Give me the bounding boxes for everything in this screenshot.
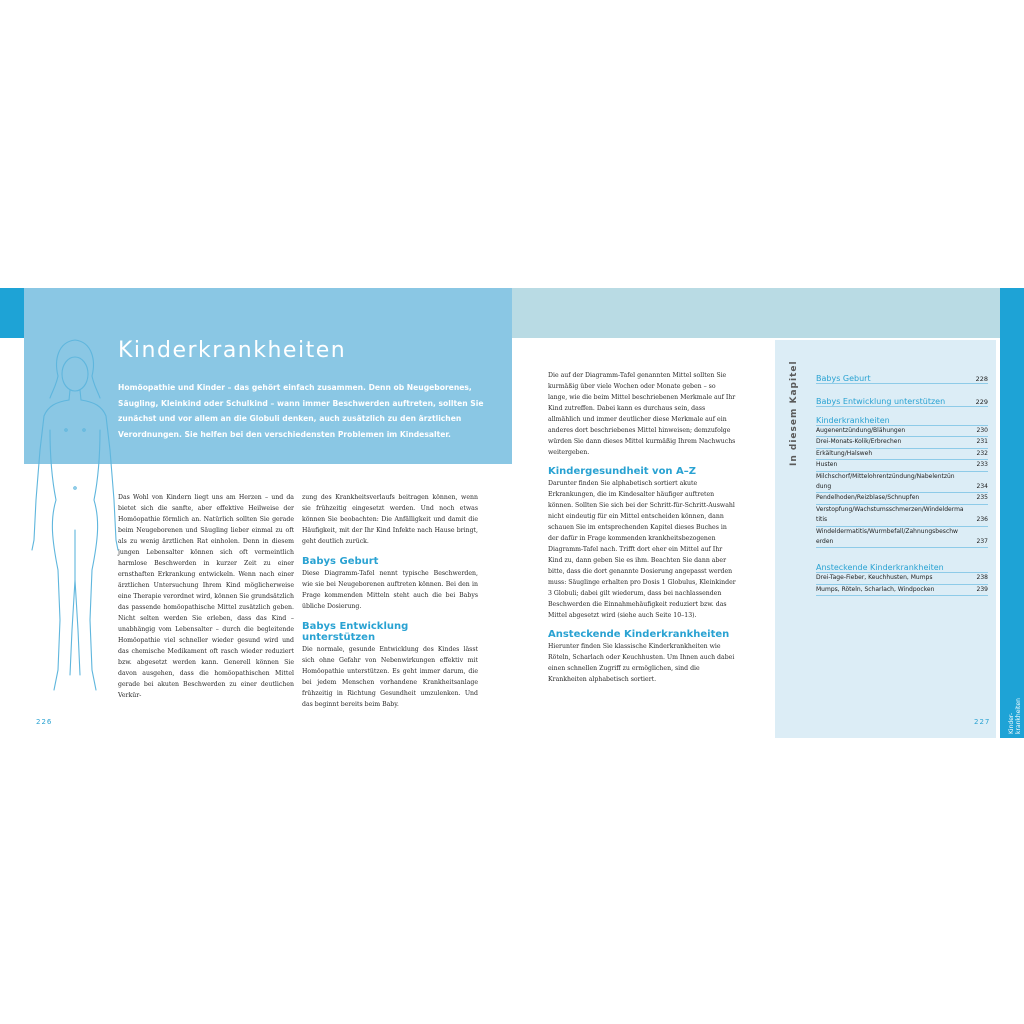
toc-item[interactable] (816, 573, 988, 584)
intro-body-text: Das Wohl von Kindern liegt uns am Herzen – und da bietet sich die sanfte, aber effektive Heilweise der Homöopathie förmlich an. Natürlich sollten Sie gerade beim Neugeborenen und Säugling lieber einmal zu oft als zu wenig ärztlichen Rat einholen. Denn in diesem jungen Lebensalter können sich oft vermeintlich harmlose Beschwerden in kurzer Zeit zu einer ernsthaften Erkrankung entwickeln. Wenn nach einer ärztlichen Untersuchung Ihrem Kind möglicherweise eine Therapie verordnet wird, können Sie grundsätzlich das passende homöopathische Mittel zusätzlich geben. Nicht selten werden Sie erleben, dass das Kind – unabhängig vom Lebensalter – durch die begleitende Homöopathie viel schneller wieder gesund wird und das chemische Medikament oft rasch wieder reduziert bzw. abgesetzt werden kann. Generell können Sie davon ausgehen, dass die homöopathischen Mittel gerade bei akuten Beschwerden zu einer deutlichen Verkür- (118, 494, 295, 699)
toc-item[interactable] (816, 449, 988, 460)
toc-item-label: Windeldermatitis/Wurmbefall/Zahnungsbeschwerden (816, 527, 958, 545)
toc-item[interactable] (816, 426, 988, 437)
toc-vertical-label: In diesem Kapitel (789, 360, 799, 466)
toc-item-page: 228 (975, 375, 988, 383)
toc-item-label: Pendelhoden/Reizblase/Schnupfen (816, 494, 920, 502)
toc-item-babys-entwicklung[interactable] (816, 388, 988, 407)
page-number-right: 227 (974, 718, 991, 726)
toc-item-page: 231 (976, 438, 988, 446)
right-accent-stripe (1000, 288, 1024, 738)
toc-item[interactable] (816, 472, 988, 494)
heading-ansteckende: Ansteckende Kinderkrankheiten (548, 629, 730, 640)
kindergesundheit-text: Darunter finden Sie alphabetisch sortiert akute Erkrankungen, die im Kindesalter häufiger auftreten können. Sollten Sie sich bei der Schritt-für-Schritt-Auswahl nicht eindeutig für ein Mittel entscheiden können, dann schauen Sie im entsprechenden Kapitel dieses Buches in der dafür in Frage kommenden krankheitsbezogenen Diagramm-Tafel nach. Trifft dort eher ein Mittel auf Ihr Kind zu, dann geben Sie es ihm. Beachten Sie dann aber bitte, dass die dort genannte Dosierung angepasst werden muss: Säuglinge erhalten pro Dosis 1 Globulus, Kleinkinder 3 Globuli; dabei gilt wiederum, dass bei nachlassenden Beschwerden die Einnahmehäufigkeit reduziert bzw. das Mittel abgesetzt wird (siehe auch Seite 10–13). (548, 480, 736, 619)
chapter-title: Kinderkrankheiten (118, 338, 347, 363)
toc-item-page: 229 (975, 398, 988, 406)
toc-item[interactable] (816, 527, 988, 549)
right-intro-text: Die auf der Diagramm-Tafel genannten Mittel sollten Sie kurmäßig über viele Wochen oder Monate geben – so lange, wie die beim Mittel beschriebenen Merkmale auf Ihr Kind zutreffen. Dabei kann es durchaus sein, dass allmählich und immer deutlicher diese Merkmale auf ein anderes dort beschriebenes Mittel hinweisen; demzufolge würden Sie dann dieses Mittel kurmäßig Ihrem Nachwuchs weitergeben. (548, 372, 736, 456)
toc-item[interactable] (816, 505, 988, 527)
toc-item-label: Augenentzündung/Blähungen (816, 427, 906, 434)
toc-item-page: 237 (976, 537, 988, 545)
toc-item-page: 238 (976, 574, 988, 582)
toc-item[interactable] (816, 493, 988, 504)
side-tab-label: Kinder- krankheiten (1008, 698, 1022, 734)
toc-item[interactable] (816, 585, 988, 596)
toc-section-ansteckende: Ansteckende Kinderkrankheiten (816, 560, 988, 573)
continued-body-text: zung des Krankheitsverlaufs beitragen können, wenn sie frühzeitig eingesetzt werden. Und noch etwas können Sie beobachten: Die Anfälligkeit und damit die Häufigkeit, mit der Ihr Kind Infekte nach Hause bringt, geht deutlich zurück. (302, 494, 478, 545)
right-column-1 (548, 370, 736, 685)
toc-item-page: 232 (976, 449, 988, 457)
ansteckende-text: Hierunter finden Sie klassische Kinderkrankheiten wie Röteln, Scharlach oder Keuchhusten. Um Ihnen auch dabei einen schnellen Zugriff zu ermöglichen, sind die Krankheiten alphabetisch sortiert. (548, 643, 735, 683)
toc-item-page: 233 (976, 461, 988, 469)
heading-babys-entwicklung: Babys Entwicklung unterstützen (302, 621, 409, 643)
toc-list (816, 369, 988, 596)
left-column-1 (118, 492, 294, 701)
toc-item-label: Drei-Monats-Kolik/Erbrechen (816, 438, 902, 446)
heading-kindergesundheit: Kindergesundheit von A–Z (548, 466, 697, 477)
child-figure-illustration (20, 330, 130, 710)
toc-item-page: 236 (976, 516, 988, 524)
toc-item-page: 239 (976, 585, 988, 593)
toc-item-label: Mumps, Röteln, Scharlach, Windpocken (816, 585, 935, 593)
babys-entwicklung-text: Die normale, gesunde Entwicklung des Kindes lässt sich ohne Gefahr von Nebenwirkungen effektiv mit Homöopathie unterstützen. Es geht immer darum, die bei jedem Menschen vorhandene Krankheitsanlage frühzeitig in Richtung Gesundheit umzulenken. Und das beginnt bereits beim Baby. (302, 646, 478, 708)
right-header-band (512, 288, 1000, 338)
toc-item[interactable] (816, 437, 988, 448)
page-number-left: 226 (36, 718, 53, 726)
babys-geburt-text: Diese Diagramm-Tafel nennt typische Beschwerden, wie sie bei Neugeborenen auftreten können. Bei den in Frage kommenden Mitteln steht auch die bei Babys übliche Dosierung. (302, 570, 478, 610)
toc-item-babys-geburt[interactable] (816, 369, 988, 384)
toc-item-label: Babys Geburt (816, 374, 871, 383)
toc-item[interactable] (816, 460, 988, 471)
toc-item-label: Verstopfung/Wachstumsschmerzen/Windeldermatitis (816, 505, 964, 524)
left-column-2 (302, 492, 478, 710)
toc-item-label: Drei-Tage-Fieber, Keuchhusten, Mumps (816, 574, 933, 582)
toc-item-page: 234 (976, 482, 988, 490)
heading-babys-geburt: Babys Geburt (302, 556, 379, 567)
toc-item-label: Milchschorf/Mittelohrentzündung/Nabelentzündung (816, 472, 955, 490)
chapter-intro: Homöopathie und Kinder – das gehört einfach zusammen. Denn ob Neugeborenes, Säugling, Kleinkind oder Schulkind – wann immer Beschwerden auftreten, sollten Sie zunächst und vor allem an die Globuli denken, auch zusätzlich zu den ärztlichen Verordnungen. Sie helfen bei den verschiedensten Problemen im Kindesalter. (118, 383, 484, 439)
toc-item-label: Babys Entwicklung unterstützen (816, 397, 946, 406)
toc-item-label: Husten (816, 461, 838, 469)
toc-section-kinderkrankheiten: Kinderkrankheiten (816, 413, 988, 426)
toc-item-page: 235 (976, 494, 988, 502)
toc-item-label: Erkältung/Halsweh (816, 449, 873, 457)
toc-item-page: 230 (976, 427, 988, 434)
